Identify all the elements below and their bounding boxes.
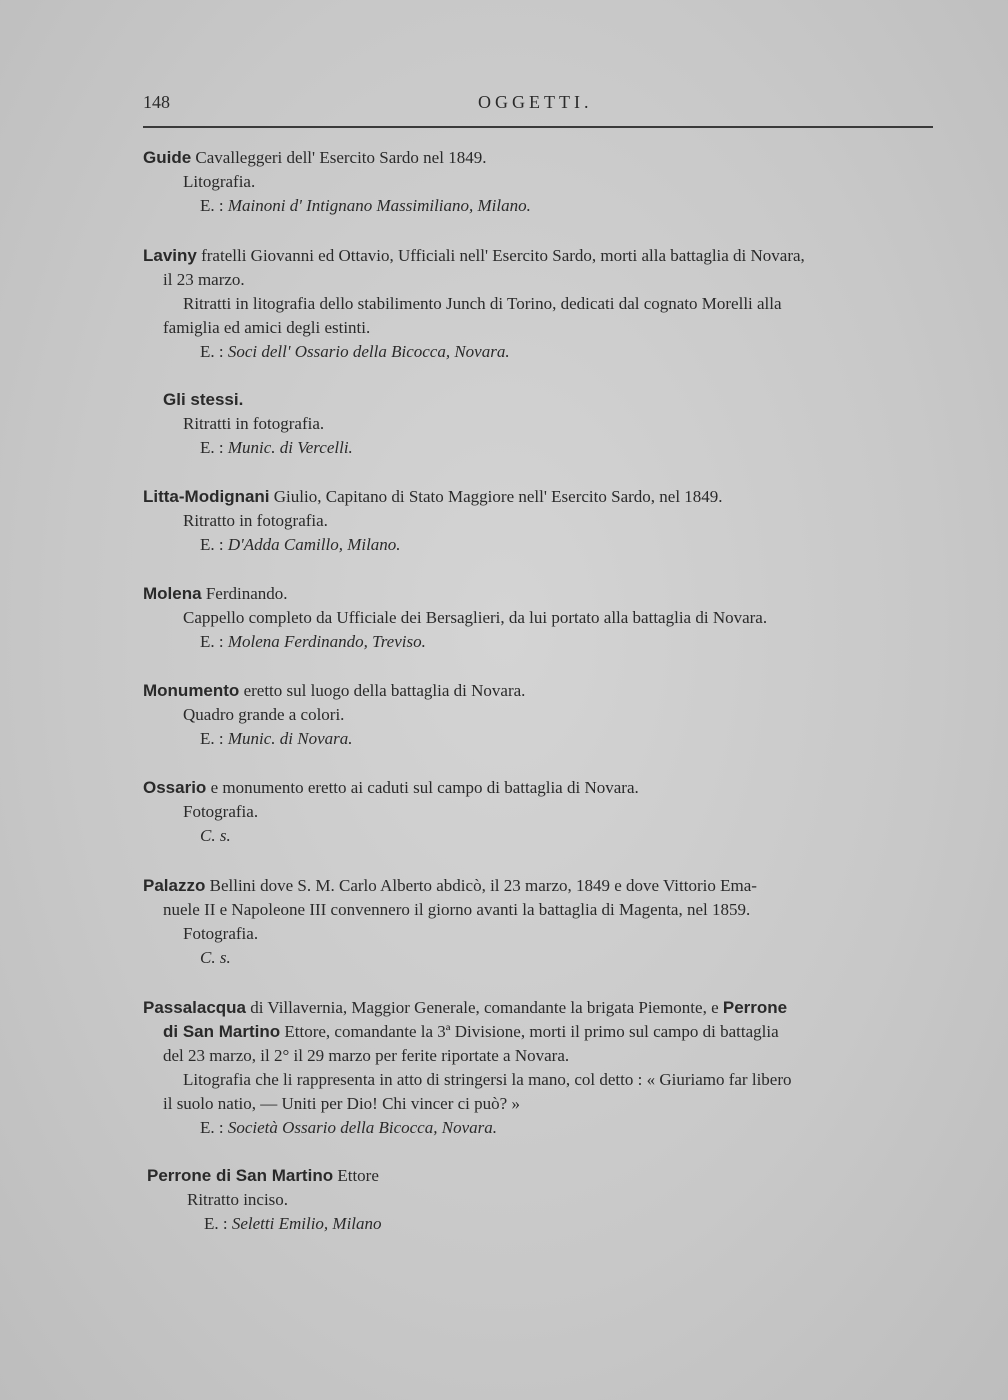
entry-source: Molena Ferdinando, Treviso. [227,632,426,651]
catalog-entry-laviny [143,244,805,364]
entry-description: Ritratto inciso. [187,1190,289,1209]
entry-description: Quadro grande a colori. [183,705,345,724]
source-prefix: E. : [200,438,224,457]
catalog-entry-molena [143,582,767,654]
entry-source: Soci dell' Ossario della Bicocca, Novara. [227,342,510,361]
entry-heading: Litta-Modignani [143,487,270,506]
entry-text-continued: il 23 marzo. [163,270,245,289]
catalog-entry-guide [143,146,531,218]
page-header [143,92,933,132]
entry-text-continued: nuele II e Napoleone III convennero il giorno avanti la battaglia di Magenta, nel 1859. [163,900,751,919]
source-prefix: E. : [200,535,224,554]
entry-heading: Molena [143,584,202,603]
entry-source: Società Ossario della Bicocca, Novara. [227,1118,497,1137]
entry-source: Seletti Emilio, Milano [231,1214,382,1233]
entry-heading: Guide [143,148,192,167]
entry-text: Giulio, Capitano di Stato Maggiore nell' Esercito Sardo, nel 1849. [273,487,723,506]
entry-text: fratelli Giovanni ed Ottavio, Ufficiali nell' Esercito Sardo, morti alla battaglia di Novara, [201,246,805,265]
catalog-entry-ossario [143,776,639,848]
entry-text: Ferdinando. [205,584,288,603]
entry-text: Ettore [337,1166,379,1185]
entry-description-continued: famiglia ed amici degli estinti. [163,318,371,337]
entry-text: eretto sul luogo della battaglia di Novara. [243,681,526,700]
source-prefix: E. : [204,1214,228,1233]
entry-description: Litografia che li rappresenta in atto di stringersi la mano, col detto : « Giuriamo far libero [183,1070,792,1089]
entry-heading-secondary-continued: di San Martino [163,1022,281,1041]
source-prefix: E. : [200,342,224,361]
catalog-entry-gli-stessi [163,388,353,460]
entry-text: e monumento eretto ai caduti sul campo di battaglia di Novara. [210,778,639,797]
catalog-entry-litta-modignani [143,485,723,557]
header-rule [143,126,933,128]
entry-description-continued: il suolo natio, — Uniti per Dio! Chi vincer ci può? » [163,1094,520,1113]
entry-source: Munic. di Novara. [227,729,353,748]
entry-text: Cavalleggeri dell' Esercito Sardo nel 1849. [195,148,487,167]
entry-text: di Villavernia, Maggior Generale, comandante la brigata Piemonte, e [250,998,719,1017]
entry-source: C. s. [200,948,231,967]
entry-heading: Gli stessi. [163,390,244,409]
entry-heading: Passalacqua [143,998,247,1017]
entry-description: Cappello completo da Ufficiale dei Bersaglieri, da lui portato alla battaglia di Novara. [183,608,768,627]
entry-description: Ritratti in fotografia. [183,414,325,433]
entry-source: C. s. [200,826,231,845]
entry-heading: Ossario [143,778,207,797]
entry-heading: Laviny [143,246,197,265]
source-prefix: E. : [200,196,224,215]
entry-heading: Monumento [143,681,240,700]
entry-heading-secondary: Perrone [722,998,788,1017]
entry-heading: Perrone di San Martino [147,1166,334,1185]
catalog-entry-palazzo [143,874,757,970]
catalog-entry-passalacqua [143,996,792,1140]
entry-heading: Palazzo [143,876,206,895]
entry-text-continued: Ettore, comandante la 3ª Divisione, morti il primo sul campo di battaglia [284,1022,779,1041]
entry-source: Munic. di Vercelli. [227,438,353,457]
page-number: 148 [143,92,170,112]
source-prefix: E. : [200,1118,224,1137]
catalog-entry-perrone [147,1164,382,1236]
source-prefix: E. : [200,632,224,651]
entry-description: Ritratti in litografia dello stabilimento Junch di Torino, dedicati dal cognato Morelli alla [183,294,782,313]
entry-description: Fotografia. [183,924,259,943]
entry-description: Ritratto in fotografia. [183,511,328,530]
entry-source: D'Adda Camillo, Milano. [227,535,401,554]
entry-text: Bellini dove S. M. Carlo Alberto abdicò, il 23 marzo, 1849 e dove Vittorio Ema- [209,876,757,895]
entry-description: Litografia. [183,172,256,191]
running-title: OGGETTI. [478,92,593,112]
source-prefix: E. : [200,729,224,748]
entry-description: Fotografia. [183,802,259,821]
entry-source: Mainoni d' Intignano Massimiliano, Milano. [227,196,531,215]
catalog-entry-monumento [143,679,525,751]
entry-text-continued: del 23 marzo, il 2° il 29 marzo per ferite riportate a Novara. [163,1046,570,1065]
